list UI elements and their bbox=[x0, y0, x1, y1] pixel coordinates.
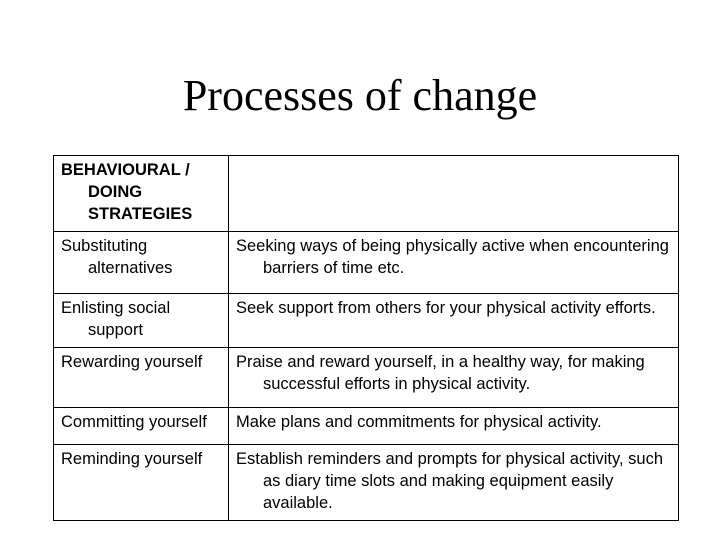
header-label: BEHAVIOURAL / DOING STRATEGIES bbox=[61, 161, 193, 223]
strategy-cell bbox=[54, 445, 229, 521]
strategy-description: Establish reminders and prompts for physical activity, such as diary time slots and making equipment easily available. bbox=[236, 450, 664, 512]
strategy-name: Enlisting social support bbox=[61, 299, 171, 339]
strategy-description: Praise and reward yourself, in a healthy way, for making successful efforts in physical activity. bbox=[236, 353, 645, 393]
strategy-description: Make plans and commitments for physical activity. bbox=[236, 413, 602, 431]
strategy-cell bbox=[54, 232, 229, 294]
slide-title: Processes of change bbox=[182, 71, 538, 120]
description-cell bbox=[229, 232, 679, 294]
table-row bbox=[54, 294, 679, 348]
strategy-cell bbox=[54, 408, 229, 445]
description-cell bbox=[229, 408, 679, 445]
strategy-cell bbox=[54, 348, 229, 408]
table-row bbox=[54, 445, 679, 521]
strategy-name: Reminding yourself bbox=[61, 450, 203, 468]
strategy-description: Seeking ways of being physically active when encountering barriers of time etc. bbox=[236, 237, 669, 277]
table-header-row bbox=[54, 156, 679, 232]
header-cell-description bbox=[229, 156, 679, 232]
strategy-name: Committing yourself bbox=[61, 413, 207, 431]
table-row bbox=[54, 408, 679, 445]
description-cell bbox=[229, 445, 679, 521]
description-cell bbox=[229, 348, 679, 408]
strategy-name: Rewarding yourself bbox=[61, 353, 203, 371]
table-row bbox=[54, 348, 679, 408]
strategy-description: Seek support from others for your physical activity efforts. bbox=[236, 299, 656, 317]
header-cell-category bbox=[54, 156, 229, 232]
strategies-table bbox=[53, 155, 679, 521]
description-cell bbox=[229, 294, 679, 348]
strategy-name: Substituting alternatives bbox=[61, 237, 173, 277]
table-row bbox=[54, 232, 679, 294]
strategy-cell bbox=[54, 294, 229, 348]
